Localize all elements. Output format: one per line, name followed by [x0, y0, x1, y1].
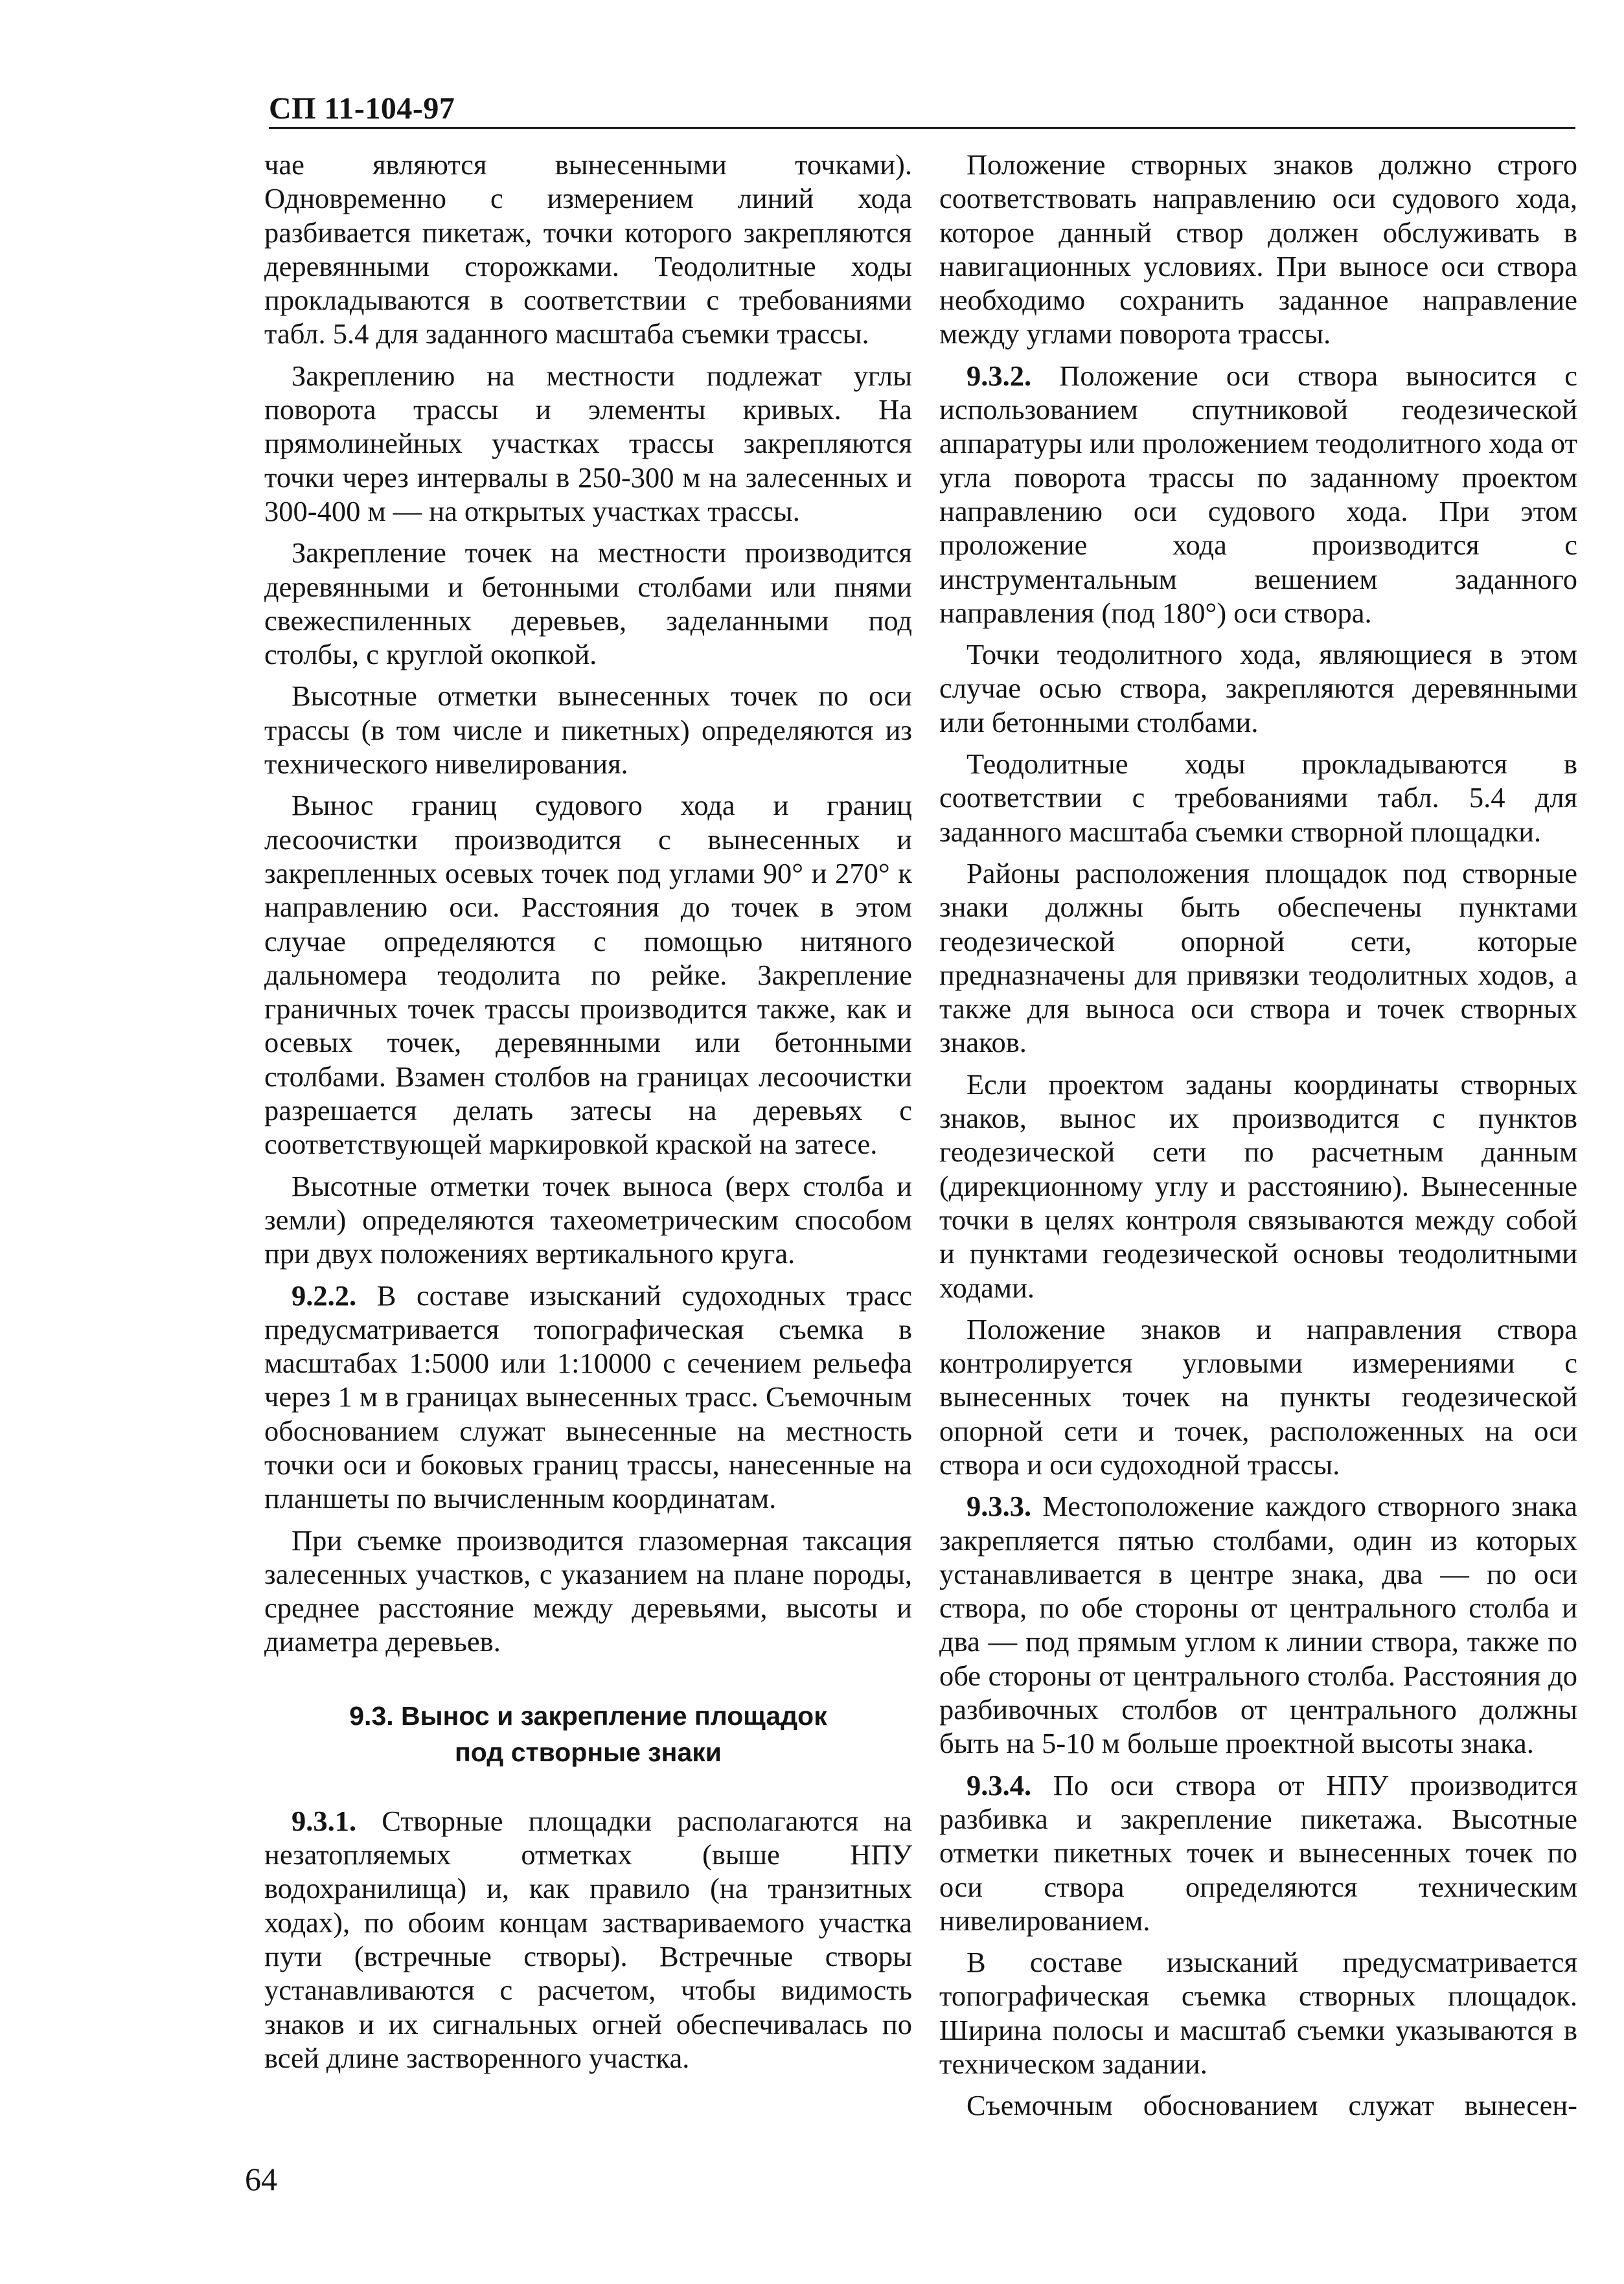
paragraph-9-3-3: [939, 1489, 1577, 1760]
clause-number: 9.2.2.: [292, 1279, 357, 1312]
paragraph-9-3-4: [939, 1768, 1577, 1937]
paragraph: При съемке производится глазомерная таксация залесенных участков, с указанием на плане породы, среднее расстояние между деревьями, высоты и диаметра деревьев.: [264, 1524, 912, 1658]
clause-text: Местоположение каждого створного знака закрепляется пятью столбами, один из которых устанавливается в центре знака, два — по оси створа, по обе стороны от центрального столба и два — под прямым углом к линии створа, также по обе стороны от центрального столба. Расстояния до разбивочных столбов от центрального должны быть на 5-10 м больше проектной высоты знака.: [939, 1490, 1577, 1760]
paragraph: Высотные отметки вынесенных точек по оси трассы (в том числе и пикетных) определяются из технического нивелирования.: [264, 679, 912, 781]
paragraph: Вынос границ судового хода и границ лесоочистки производится с вынесенных и закрепленных осевых точек под углами 90° и 270° к направлению оси. Расстояния до точек в этом случае определяются с помощью нитяного дальномера теодолита по рейке. Закрепление граничных точек трассы производится также, как и осевых точек, деревянными или бетонными столбами. Взамен столбов на границах лесоочистки разрешается делать затесы на деревьях с соответствующей маркировкой краской на затесе.: [264, 789, 912, 1161]
paragraph-9-3-2: [939, 359, 1577, 630]
page-number: 64: [245, 2161, 277, 2197]
clause-number: 9.3.1.: [292, 1804, 357, 1837]
clause-number: 9.3.2.: [966, 359, 1032, 392]
header-rule: [269, 127, 1575, 129]
right-column: [939, 148, 1577, 2130]
paragraph: Положение знаков и направления створа контролируется угловыми измерениями с вынесенных точек на пункты геодезической опорной сети и точек, расположенных на оси створа и оси судоходной трассы.: [939, 1312, 1577, 1481]
paragraph: Если проектом заданы координаты створных знаков, вынос их производится с пунктов геодезической сети по расчетным данным (дирекционному углу и расстоянию). Вынесенные точки в целях контроля связываются между собой и пунктами геодезической основы теодолитными ходами.: [939, 1068, 1577, 1304]
paragraph: Положение створных знаков должно строго соответствовать направлению оси судового хода, которое данный створ должен обслуживать в навигационных условиях. При выносе оси створа необходимо сохранить заданное направление между углами поворота трассы.: [939, 148, 1577, 350]
paragraph-9-3-1: [264, 1804, 912, 2075]
clause-number: 9.3.4.: [966, 1768, 1032, 1801]
paragraph: Теодолитные ходы прокладываются в соответствии с требованиями табл. 5.4 для заданного масштаба съемки створной площадки.: [939, 748, 1577, 848]
section-title: [264, 1698, 912, 1770]
paragraph: В составе изысканий предусматривается топографическая съемка створных площадок. Ширина полосы и масштаб съемки указываются в техническом задании.: [939, 1946, 1577, 2081]
clause-text: Положение оси створа выносится с использованием спутниковой геодезической аппаратуры или проложением теодолитного хода от угла поворота трассы по заданному проектом направлению оси судового хода. При этом проложение хода производится с инструментальным вешением заданного направления (под 180°) оси створа.: [939, 359, 1577, 629]
document-code: СП 11-104-97: [269, 91, 455, 126]
paragraph: Точки теодолитного хода, являющиеся в этом случае осью створа, закрепляются деревянными или бетонными столбами.: [939, 638, 1577, 738]
paragraph: чае являются вынесенными точками). Одновременно с измерением линий хода разбивается пикетаж, точки которого закрепляются деревянными сторожками. Теодолитные ходы прокладываются в соответствии с требованиями табл. 5.4 для заданного масштаба съемки трассы.: [264, 148, 912, 350]
section-title-line: 9.3. Вынос и закрепление площадок: [349, 1700, 827, 1731]
paragraph: Съемочным обоснованием служат вынесен-: [966, 2089, 1577, 2122]
paragraph: Закреплению на местности подлежат углы поворота трассы и элементы кривых. На прямолинейных участках трассы закрепляются точки через интервалы в 250-300 м на залесенных и 300-400 м — на открытых участках трассы.: [264, 359, 912, 527]
clause-text: По оси створа от НПУ производится разбивка и закрепление пикетажа. Высотные отметки пикетных точек и вынесенных точек по оси створа определяются техническим нивелированием.: [939, 1768, 1578, 1937]
paragraph: Высотные отметки точек выноса (верх столба и земли) определяются тахеометрическим способом при двух положениях вертикального круга.: [264, 1169, 912, 1270]
clause-text: В составе изысканий судоходных трасс предусматривается топографическая съемка в масштабах 1:5000 или 1:10000 с сечением рельефа через 1 м в границах вынесенных трасс. Съемочным обоснованием служат вынесенные на местность точки оси и боковых границ трассы, нанесенные на планшеты по вычисленным координатам.: [264, 1279, 912, 1515]
paragraph: Районы расположения площадок под створные знаки должны быть обеспечены пунктами геодезической опорной сети, которые предназначены для привязки теодолитных ходов, а также для выноса оси створа и точек створных знаков.: [939, 856, 1577, 1059]
paragraph: Закрепление точек на местности производится деревянными и бетонными столбами или пнями свежеспиленных деревьев, заделанными под столбы, с круглой окопкой.: [264, 536, 912, 671]
section-title-line: под створные знаки: [455, 1737, 722, 1767]
left-column: [264, 148, 912, 2083]
clause-number: 9.3.3.: [966, 1490, 1032, 1523]
clause-text: Створные площадки располагаются на незатопляемых отметках (выше НПУ водохранилища) и, как правило (на транзитных ходах), по обоим концам заствариваемого участка пути (встречные створы). Встречные створы устанавливаются с расчетом, чтобы видимость знаков и их сигнальных огней обеспечивалась по всей длине застворенного участка.: [264, 1804, 913, 2074]
paragraph-9-2-2: [264, 1279, 912, 1516]
